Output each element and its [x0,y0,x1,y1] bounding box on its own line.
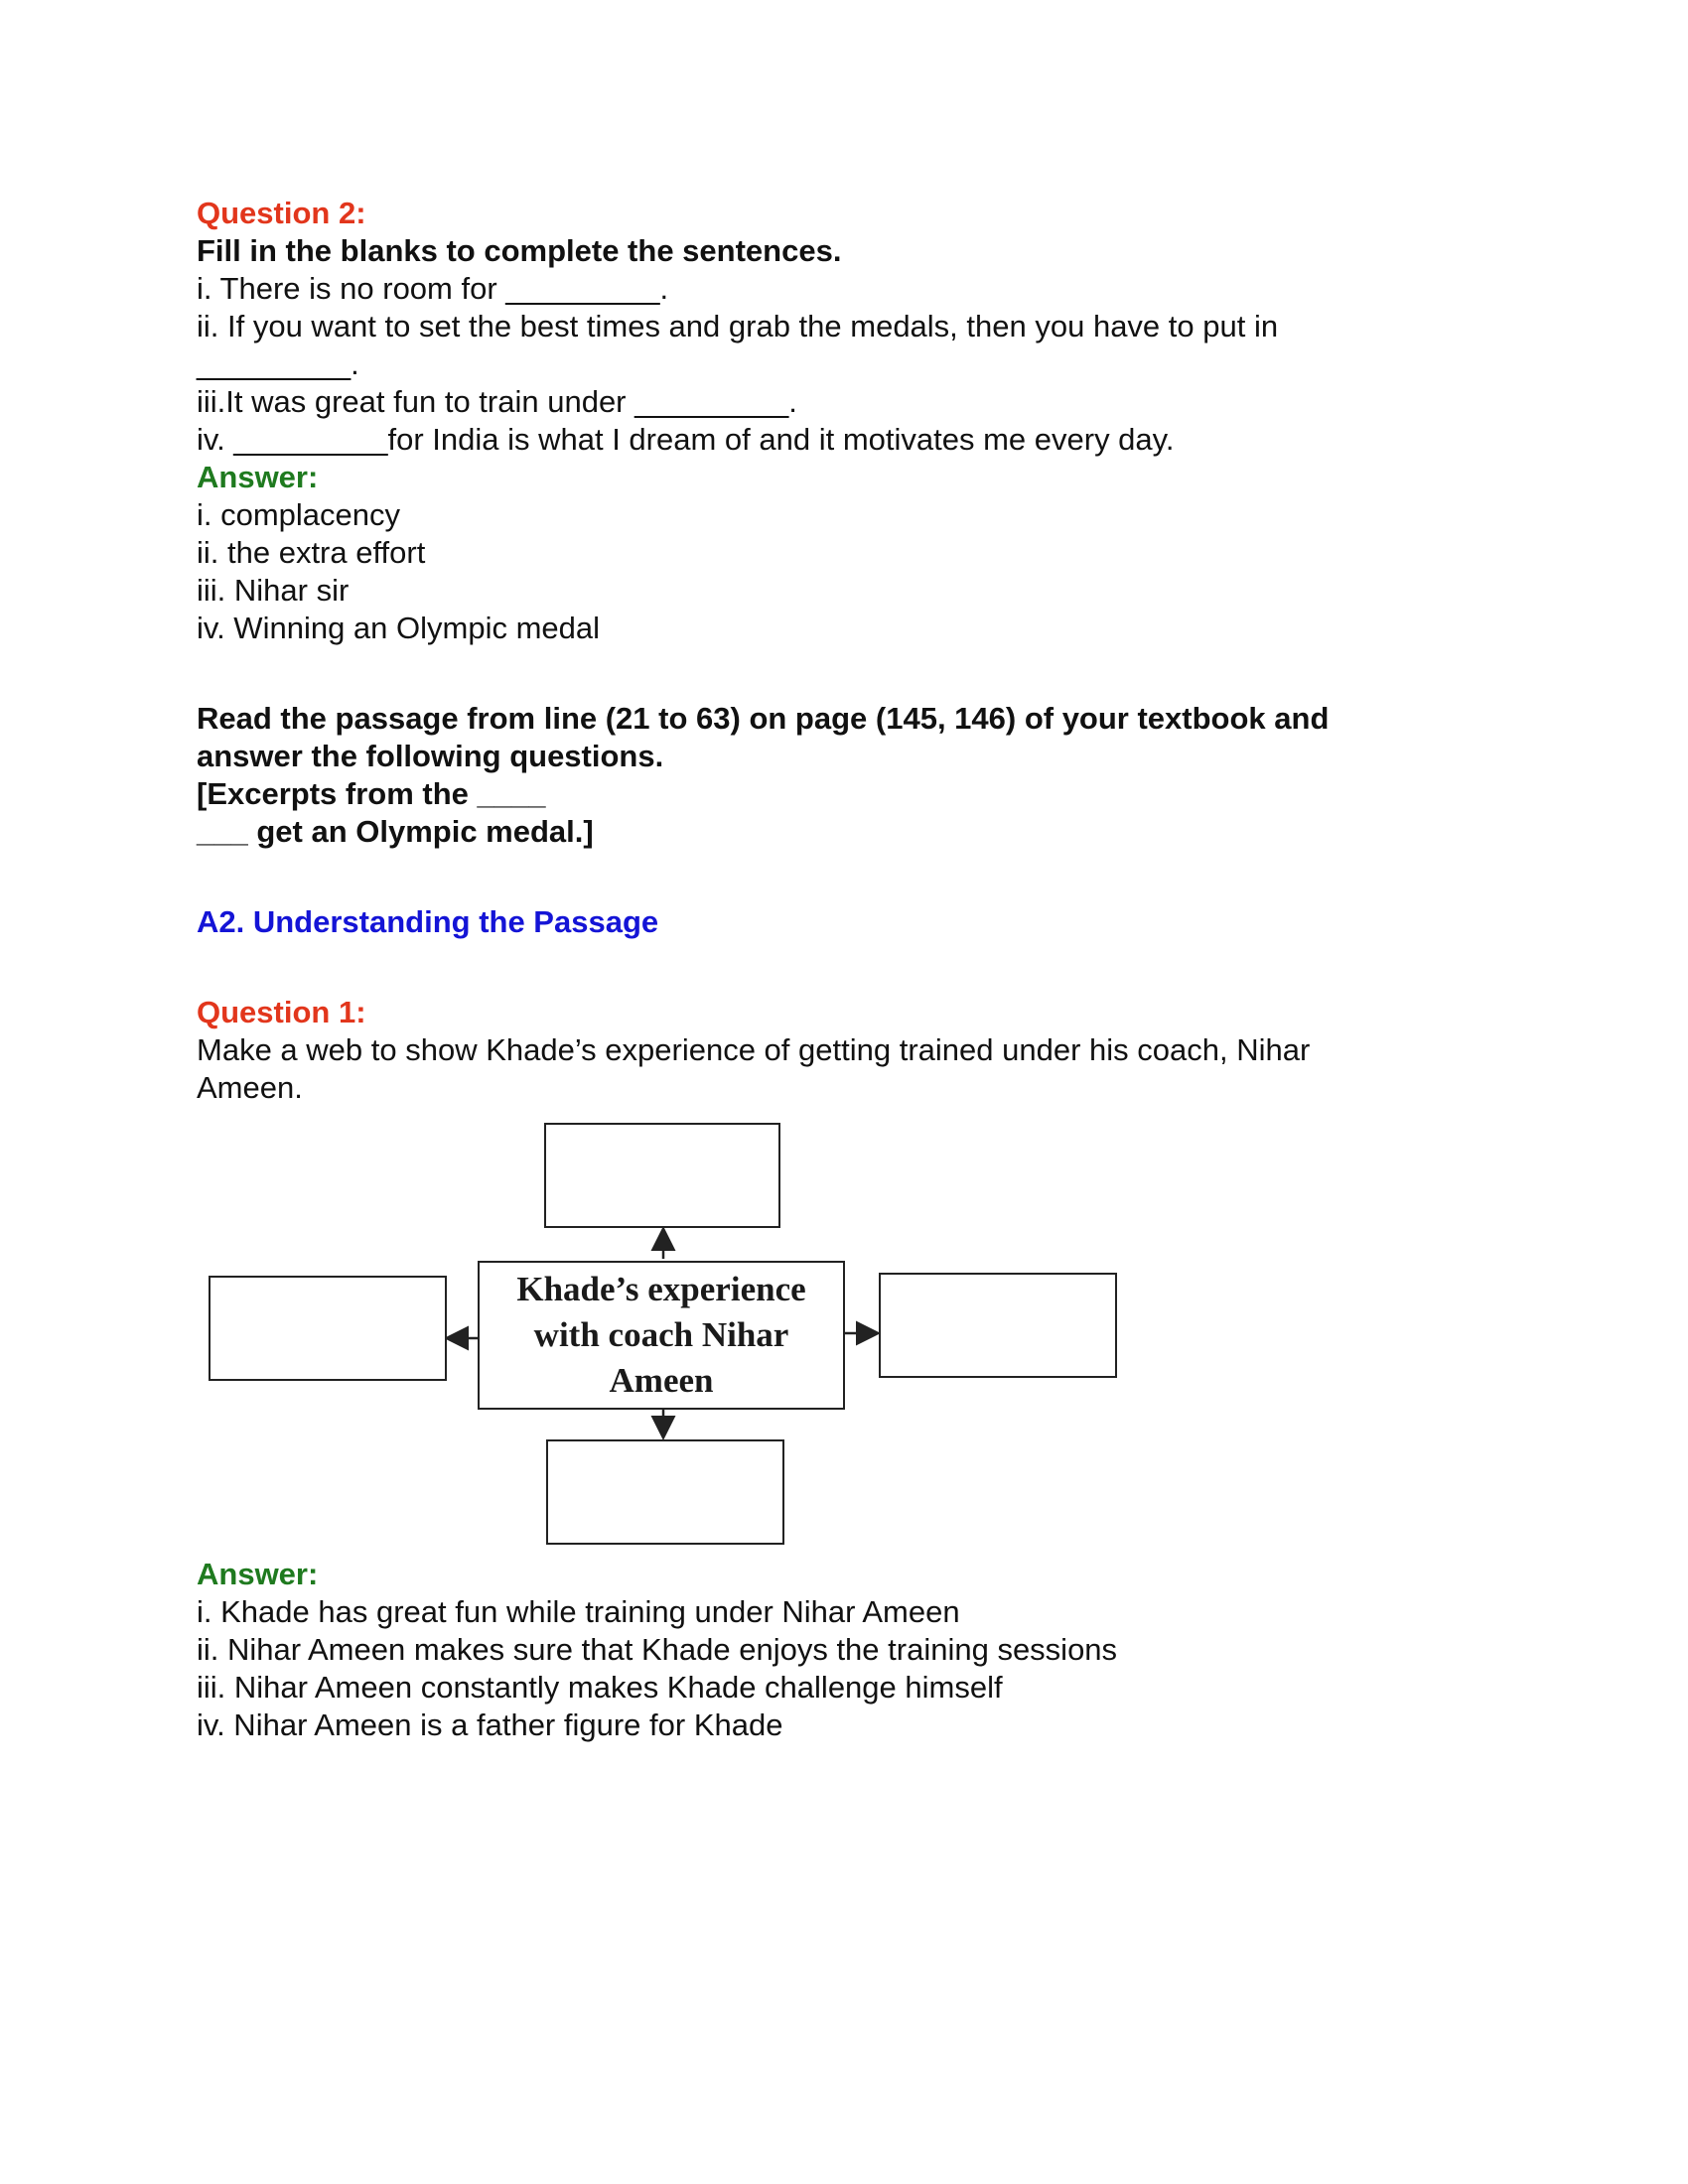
question-1-prompt-line-2: Ameen. [197,1070,303,1105]
question-2-answer-heading: Answer: [197,460,319,494]
answer-item-3: iii. Nihar sir [197,573,350,608]
blank-item-3: iii.It was great fun to train under _________. [197,384,797,419]
question-1-heading: Question 1: [197,995,366,1029]
web-answer-2: ii. Nihar Ameen makes sure that Khade enjoys the training sessions [197,1632,1118,1667]
blank-item-2: ii. If you want to set the best times and grab the medals, then you have to put in [197,309,1279,343]
web-answer-1: i. Khade has great fun while training under Nihar Ameen [197,1594,960,1629]
section-title: A2. Understanding the Passage [197,904,659,939]
web-center-label: Khade’s experience with coach Nihar Ameen [516,1270,806,1400]
passage-instruction-line-1: Read the passage from line (21 to 63) on page (145, 146) of your textbook and [197,701,1330,736]
passage-instruction-line-2: answer the following questions. [197,739,664,773]
web-answer-3: iii. Nihar Ameen constantly makes Khade challenge himself [197,1670,1003,1705]
blank-item-4: iv. _________for India is what I dream of and it motivates me every day. [197,422,1175,457]
blank-item-1: i. There is no room for _________. [197,271,669,306]
document-page [197,195,1487,1744]
passage-excerpt-line-2: ___ get an Olympic medal.] [197,814,594,849]
answer-item-4: iv. Winning an Olympic medal [197,611,601,645]
question-2-heading: Question 2: [197,196,366,230]
answer-item-1: i. complacency [197,497,401,532]
blank-item-2-continued: _________. [197,346,359,381]
question-1-prompt-line-1: Make a web to show Khade’s experience of getting trained under his coach, Nihar [197,1032,1311,1067]
question-1-answer-heading: Answer: [197,1557,319,1591]
answer-item-2: ii. the extra effort [197,535,426,570]
passage-excerpt-line-1: [Excerpts from the ____ [197,776,546,811]
question-2-instruction: Fill in the blanks to complete the sentences. [197,233,842,268]
web-answer-4: iv. Nihar Ameen is a father figure for Khade [197,1707,783,1742]
